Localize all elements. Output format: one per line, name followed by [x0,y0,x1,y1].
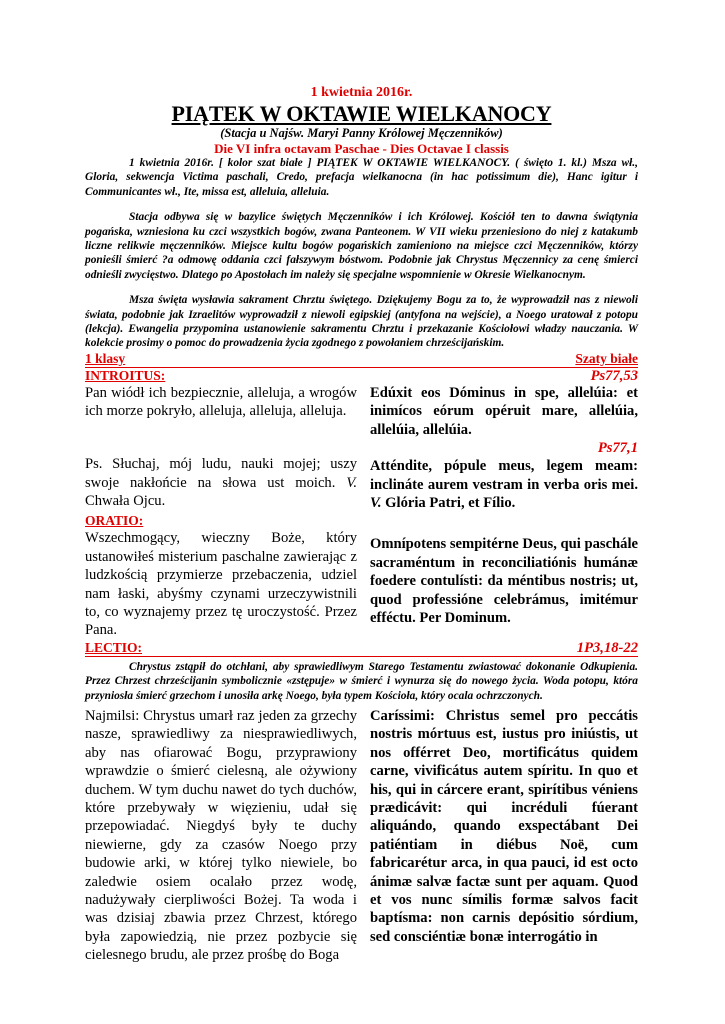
station-subtitle: (Stacja u Najśw. Maryi Panny Królowej Męczenników) [220,126,503,140]
gloria-polish: Chwała Ojcu. [85,492,166,509]
lectio-ref: 1P3,18-22 [576,639,638,656]
introitus-header [85,368,638,384]
oratio-text [85,529,638,639]
psalm-ref: Ps77,1 [597,440,638,457]
mass-description: Msza święta wysławia sakrament Chrztu świętego. Dziękujemy Bogu za to, że wyprowadził nas z niewoli świata, podobnie jak Izraelitów wyprowadził z niewoli egipskiej (antyfona na wejście), a Noego uratował z potopu (lekcja). Ewangelia przypomina ustanowienie sakramentu Chrztu i przekazanie Kościołowi władzy nauczania. W kolekcie prosimy o pomoc do prowadzenia życia zgodnego z powołaniem chrześcijańskim. [85,294,638,350]
rubrics-paragraph: 1 kwietnia 2016r. [ kolor szat białe ] PIĄTEK W OKTAWIE WIELKANOCY. ( święto 1. kl.) Msza wł., Gloria, sekwencja Victima paschali, Credo, prefacja wielkanocna (in hac potissimum die), Hanc igitur i Communicantes wł., Ite, missa est, alleluia, alleluia. [85,157,638,198]
psalm-latin [370,457,638,512]
class-label: 1 klasy [85,350,126,366]
class-row [85,351,638,368]
introitus-polish: Pan wiódł ich bezpiecznie, alleluja, a wrogów ich morze pokryło, alleluja, alleluja, alleluja. [85,384,357,420]
introitus-psalm [85,439,638,512]
introitus-latin: Edúxit eos Dóminus in spe, allelúia: et inimícos eórum opéruit mare, allelúia, allelúia, allelúia. [370,384,638,438]
lectio-text [85,707,638,965]
introitus-antiphon [85,384,638,439]
feast-date: 1 kwietnia 2016r. [310,85,413,100]
psalm-polish-text: Ps. Słuchaj, mój ludu, nauki mojej; uszy swoje nakłońcie na słowa ust moich. [85,456,357,491]
lectio-label: LECTIO: [85,639,143,655]
introitus-label: INTROITUS: [85,367,166,383]
lectio-polish: Najmilsi: Chrystus umarł raz jeden za grzechy nasze, sprawiedliwy za niesprawiedliwych, aby nas ofiarować Bogu, przyprawiony wprawdzie o śmierć cielesną, ale ożywiony duchem. W tym duchu nawet do tych duchów, które przebywały w więzieniu, udał się przepowiadać. Niegdyś były te duchy niewierne, gdy za czasów Noego przy budowie arki, w której tylko niewiele, bo zaledwie osiem ocalało przez wodę, nadużywały cierpliwości Bożej. Ta woda i was dzisiaj zbawia przez Chrzest, którego była zapowiedzią, nie przez pozbycie się cielesnego brudu, ale przez prośbę do Boga [85,707,357,964]
psalm-polish [85,455,357,512]
psalm-latin-block [370,439,638,512]
versicle-mark-latin: V. [370,494,382,511]
page-title: PIĄTEK W OKTAWIE WIELKANOCY [171,101,552,126]
lectio-description: Chrystus zstąpił do otchłani, aby sprawiedliwym Starego Testamentu zwiastować dokonanie Odkupienia. Przez Chrzest chrześcijanin symbolicznie «zstępuje» w śmierć i wynurza się do nowego życia. Woda potopu, która przyniosła śmierć grzechom i unosiła arkę Noego, była typem Kościoła, który ocala ochrzczonych. [85,660,638,702]
lectio-header [85,640,638,657]
oratio-latin: Omnípotens sempitérne Deus, qui paschále sacraméntum in reconciliatiónis humánæ foedere contulísti: da méntibus nostris; ut, quod professióne celebrámus, imitémur efféctu. Per Dominum. [370,536,638,626]
oratio-header [85,513,638,529]
station-description: Stacja odbywa się w bazylice świętych Męczenników i ich Królowej. Kościół ten to dawna świątynia pogańska, wzniesiona ku czci wszystkich bogów, zwana Panteonem. W VII wieku przeniesiono do niej z katakumb liczne relikwie męczenników. Miejsce kultu bogów pogańskich zamieniono na miejsce czci Męczenników, którzy ponieśli śmierć ?a odmowę oddania czci fałszywym bóstwom. Podobnie jak Chrystus Męczennicy za cenę śmierci odnieśli zwycięstwo. Dlatego po Apostołach im należy się specjalne wspomnienie w Okresie Wielkanocnym. [85,211,638,281]
versicle-mark: V. [346,474,358,491]
latin-rubric: Die VI infra octavam Paschae - Dies Octavae I classis [214,141,509,156]
psalm-latin-text: Atténdite, pópule meus, legem meam: inclináte aurem vestram in verba oris mei. [370,458,638,493]
lectio-latin: Caríssimi: Christus semel pro peccátis nostris mórtuus est, iustus pro iniústis, ut nos offérret Deo, mortificátus quidem carne, vivificátus autem spíritu. In quo et his, qui in cárcere erant, spirítibus véniens prædicávit: qui incréduli fúerant aliquándo, quando exspectábant Dei patiéntiam in diébus Noë, cum fabricarétur arca, in qua pauci, id est octo ánimæ salvæ factæ sunt per aquam. Quod et vos nunc símilis formæ salvos facit baptísma: non carnis depósitio sórdium, sed consciéntiæ bonæ interrogátio in [370,707,638,945]
gloria-latin: Glória Patri, et Fílio. [385,494,516,511]
missal-page [85,0,638,965]
oratio-label: ORATIO: [85,513,144,529]
oratio-polish: Wszechmogący, wieczny Boże, który ustanowiłeś misterium paschalne zawierając z ludzkością przymierze przebaczenia, udziel nam łaski, abyśmy czynami urzeczywistnili to, co wyznajemy przez tę uroczystość. Przez Pana. [85,530,357,639]
vestment-color: Szaty białe [575,350,638,366]
introitus-ref: Ps77,53 [590,367,638,384]
